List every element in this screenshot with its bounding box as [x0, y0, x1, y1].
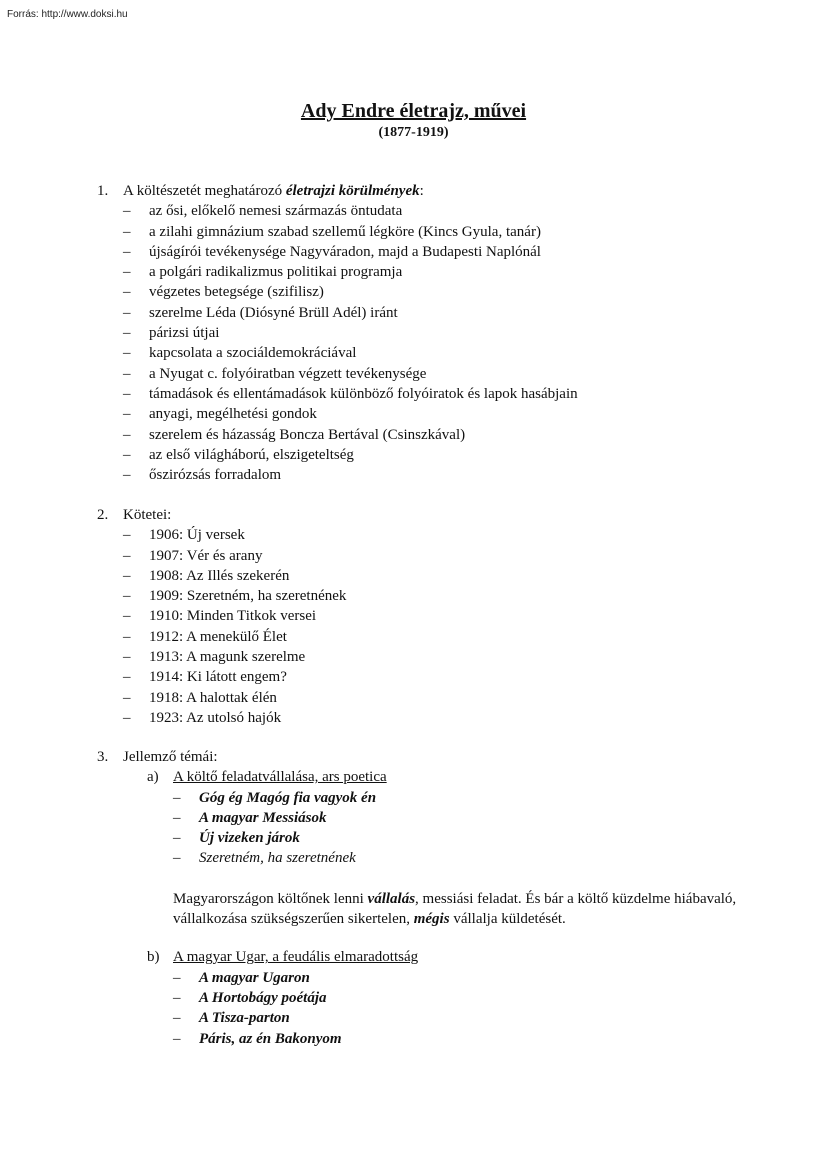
section-heading: Jellemző témái: [123, 749, 218, 765]
list-item: – párizsi útjai [123, 325, 220, 342]
list-item: – A magyar Ugaron [173, 969, 310, 986]
list-item: – a polgári radikalizmus politikai programja [123, 264, 403, 281]
ars-poetica-paragraph: Magyarországon költőnek lenni vállalás, messiási feladat. És bár a költő küzdelme hiábavaló, vállalkozása szükségszerűen sikertelen, mégis vállalja küldetését. [173, 890, 737, 928]
source-note: Forrás: http://www.doksi.hu [7, 9, 128, 20]
list-item: – A Tisza-parton [173, 1010, 290, 1027]
subsection-letter: b) [147, 949, 160, 966]
list-item: – az első világháború, elszigeteltség [123, 446, 354, 463]
list-item: – Szeretném, ha szeretnének [173, 850, 356, 867]
list-item: – 1912: A menekülő Élet [123, 628, 287, 645]
list-item: – 1923: Az utolsó hajók [123, 709, 282, 726]
list-item: – Góg ég Magóg fia vagyok én [173, 789, 377, 806]
circumstances-list [97, 201, 578, 485]
list-item: – végzetes betegsége (szifilisz) [123, 284, 324, 301]
list-item: – A Hortobágy poétája [173, 989, 327, 1006]
list-item: – anyagi, megélhetési gondok [123, 406, 317, 423]
section-number: 2. [97, 507, 109, 523]
list-item: – 1910: Minden Titkok versei [123, 608, 317, 625]
list-item: – Páris, az én Bakonyom [173, 1030, 342, 1047]
section-heading: Kötetei: [123, 507, 172, 523]
list-item: – 1908: Az Illés szekerén [123, 567, 290, 584]
list-item: – szerelem és házasság Boncza Bertával (Csinszkával) [123, 426, 466, 443]
emphasis: életrajzi körülmények [285, 183, 420, 199]
section-themes [97, 747, 753, 1049]
subsection-ars-poetica [147, 767, 753, 868]
section-number: 3. [97, 749, 109, 765]
list-item: – őszirózsás forradalom [123, 467, 282, 484]
list-item: – A magyar Messiások [173, 809, 327, 826]
list-item: – szerelme Léda (Diósyné Brüll Adél) iránt [123, 304, 398, 321]
subsection-title: A költő feladatvállalása, ars poetica [173, 769, 387, 786]
emphasis: vállalás [367, 890, 416, 907]
list-item: – Új vizeken járok [173, 830, 300, 847]
page-subtitle-years: (1877-1919) [378, 125, 449, 140]
subsection-title: A magyar Ugar, a feudális elmaradottság [173, 949, 419, 966]
list-item: – támadások és ellentámadások különböző folyóiratok és lapok hasábjain [123, 385, 578, 402]
list-item: – 1914: Ki látott engem? [123, 669, 287, 686]
poem-list [147, 788, 753, 869]
section-volumes [97, 505, 346, 728]
list-item: – 1918: A halottak élén [123, 689, 277, 706]
list-item: – 1907: Vér és arany [123, 547, 263, 564]
subsection-letter: a) [147, 769, 159, 786]
volumes-list [97, 525, 346, 728]
list-item: – újságírói tevékenysége Nagyváradon, majd a Budapesti Naplónál [123, 243, 541, 260]
list-item: – 1909: Szeretném, ha szeretnének [123, 588, 347, 605]
emphasis: mégis [413, 911, 450, 928]
list-item: – 1906: Új versek [123, 527, 245, 544]
list-item: – kapcsolata a szociáldemokráciával [123, 345, 357, 362]
list-item: – a zilahi gimnázium szabad szellemű légköre (Kincs Gyula, tanár) [123, 223, 541, 240]
subsection-hungarian-fallow [147, 947, 753, 1048]
list-item: – 1913: A magunk szerelme [123, 649, 306, 666]
poem-list [147, 968, 753, 1049]
list-item: – az ősi, előkelő nemesi származás öntudata [123, 203, 403, 220]
section-number: 1. [97, 183, 109, 199]
list-item: – a Nyugat c. folyóiratban végzett tevékenysége [123, 365, 427, 382]
section-heading: A költészetét meghatározó életrajzi körülmények: [123, 183, 424, 199]
page-title: Ady Endre életrajz, művei [300, 100, 527, 122]
section-life-circumstances [97, 181, 578, 485]
